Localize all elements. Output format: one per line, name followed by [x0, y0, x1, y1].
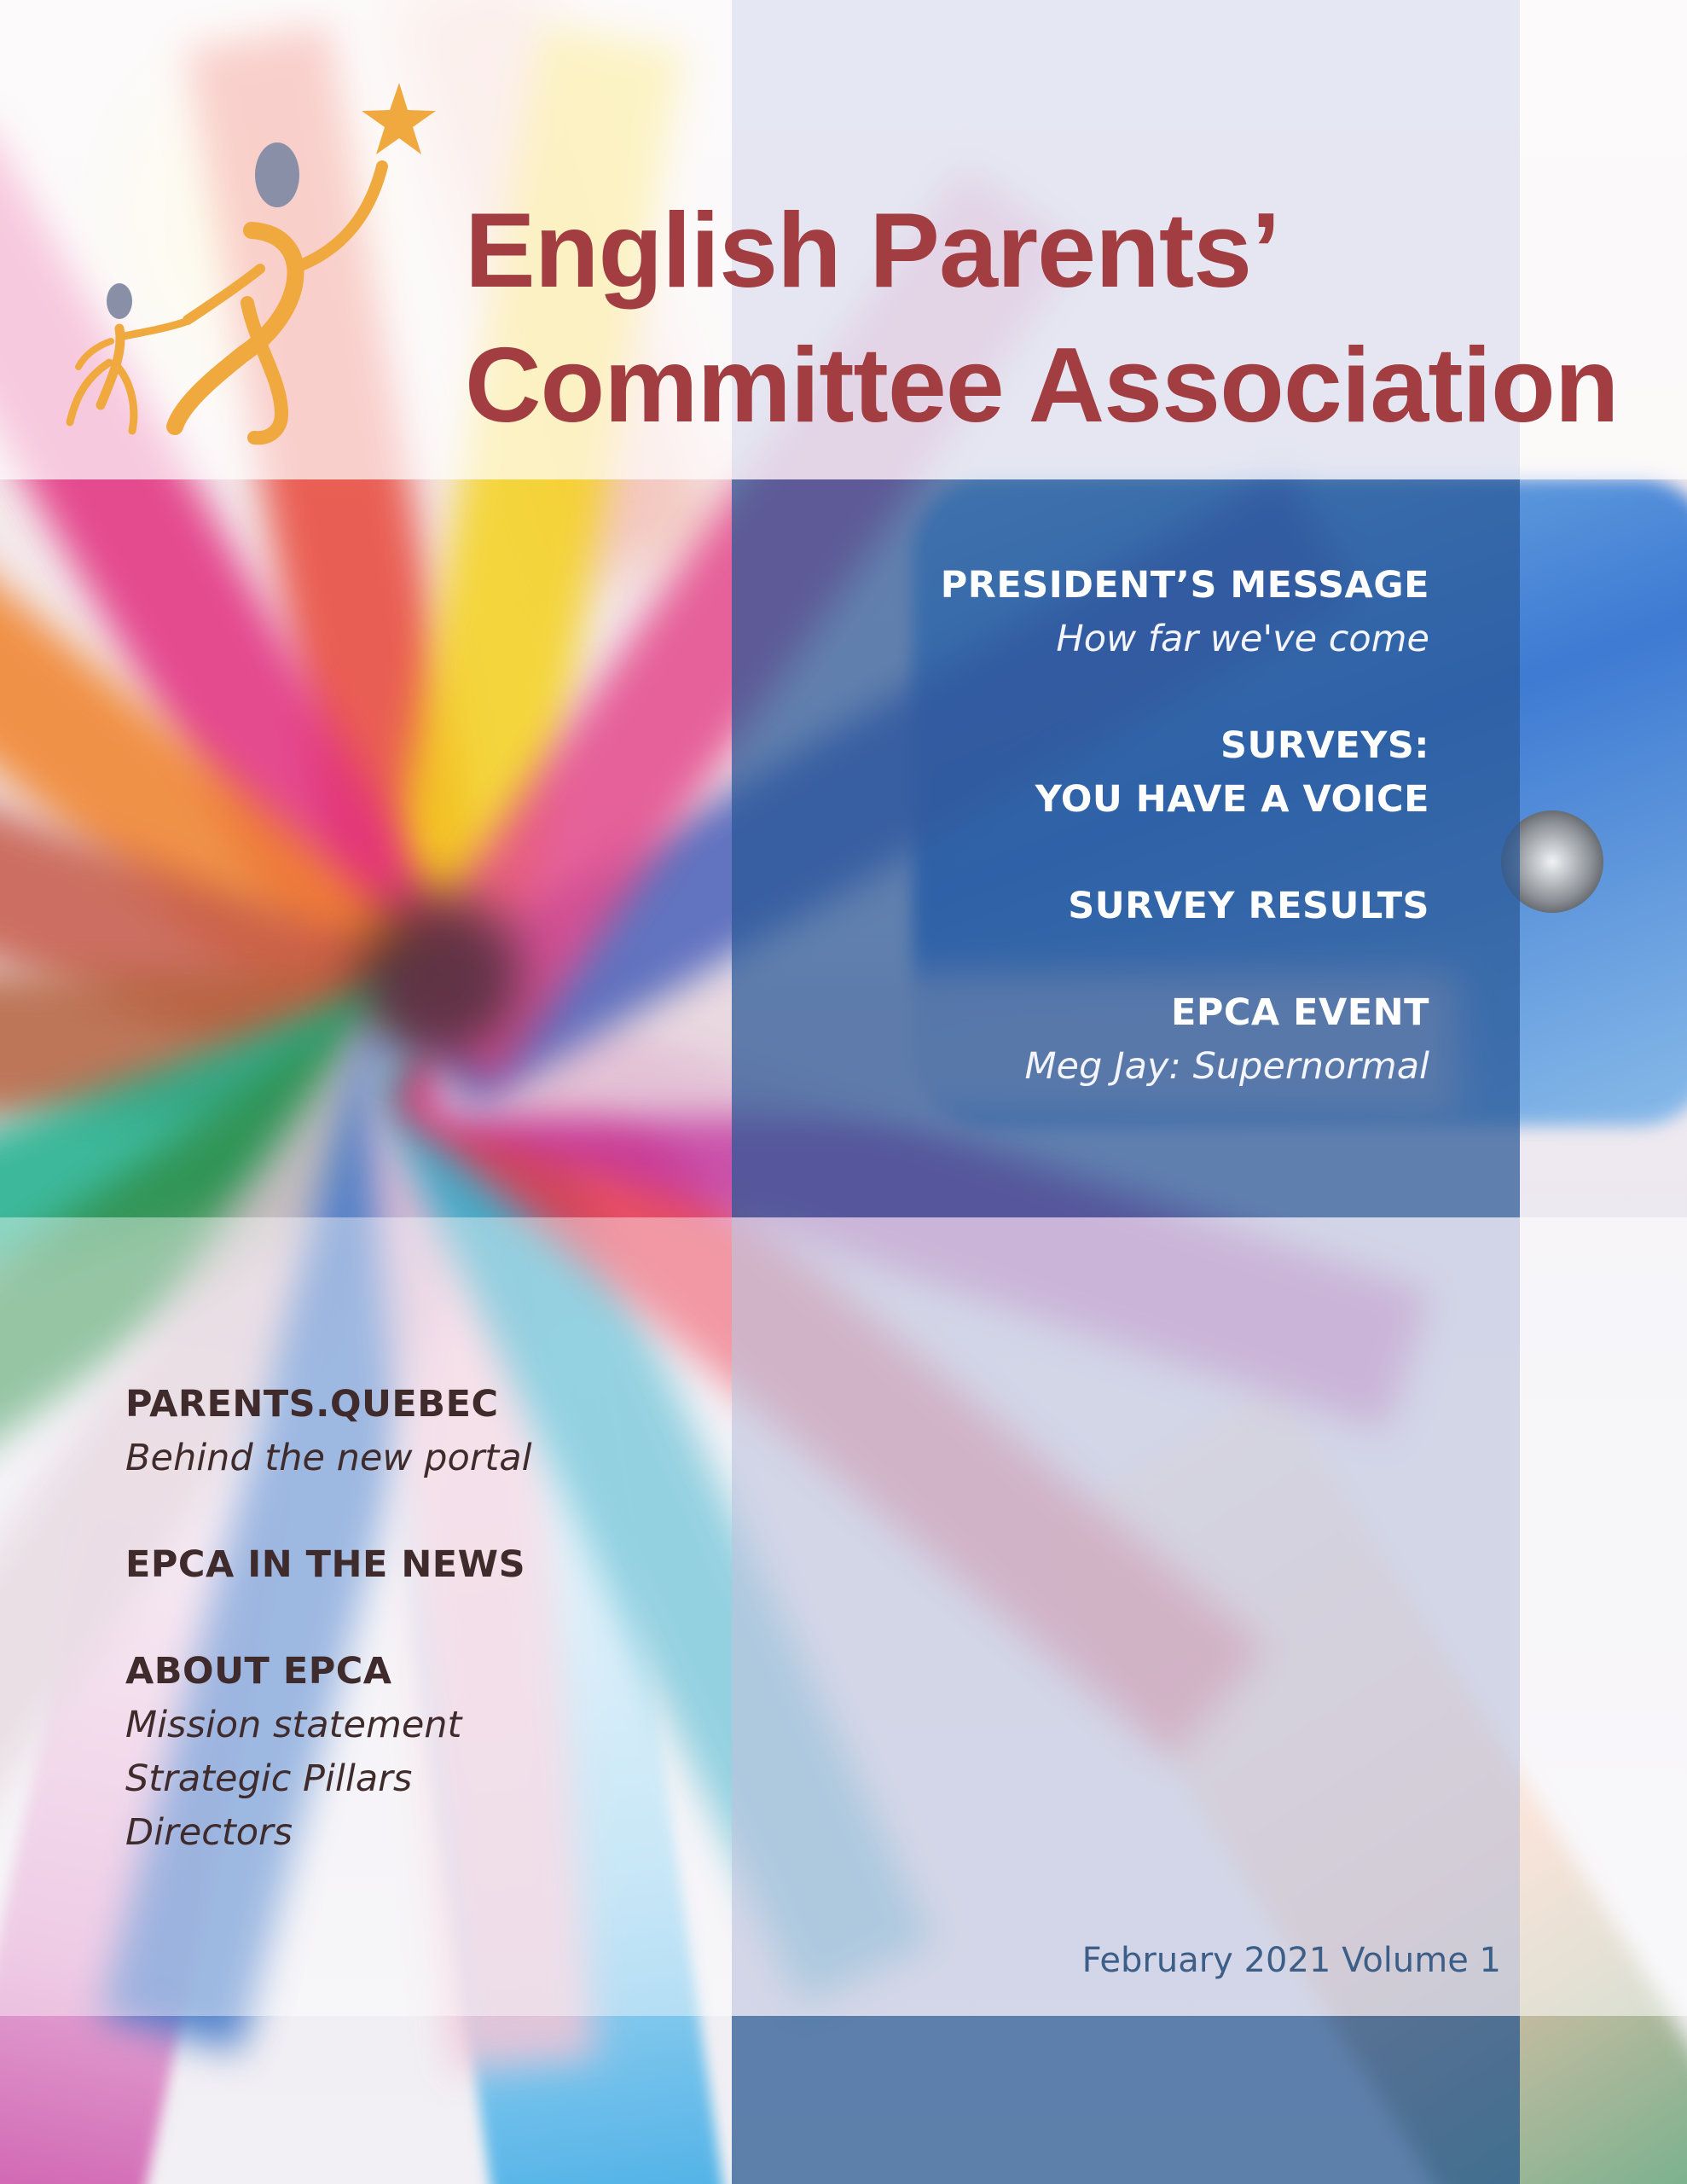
right-lower-overlay: [1520, 1217, 1687, 2016]
toc-subtitle: Behind the new portal: [125, 1437, 532, 1479]
page-title: [465, 183, 1618, 453]
toc-heading: SURVEY RESULTS: [1068, 885, 1429, 927]
toc-entry-epca-event[interactable]: [768, 986, 1429, 1094]
toc-subtitle: Strategic Pillars: [125, 1757, 413, 1800]
issue-date: February 2021 Volume 1: [1081, 1941, 1501, 1980]
title-line-2: Committee Association: [465, 327, 1619, 444]
title-line-1: English Parents’: [465, 192, 1280, 310]
toc-heading: PRESIDENT’S MESSAGE: [940, 564, 1429, 607]
column-overlay-lower: [732, 1217, 1520, 2016]
toc-heading: PARENTS.QUEBEC: [125, 1383, 499, 1426]
toc-subtitle: How far we've come: [1056, 618, 1429, 660]
toc-heading: SURVEYS:: [1220, 724, 1429, 767]
toc-subtitle: Meg Jay: Supernormal: [1024, 1045, 1429, 1088]
toc-entry-about-epca[interactable]: [125, 1645, 705, 1860]
toc-subtitle: Directors: [125, 1811, 293, 1854]
epca-logo-icon: [60, 73, 478, 448]
toc-entry-surveys[interactable]: [768, 719, 1429, 827]
toc-entry-parents-quebec[interactable]: [125, 1378, 705, 1485]
toc-heading: EPCA IN THE NEWS: [125, 1543, 526, 1586]
toc-heading: ABOUT EPCA: [125, 1650, 392, 1693]
toc-entry-in-the-news[interactable]: [125, 1538, 705, 1592]
toc-subtitle: Mission statement: [125, 1704, 462, 1746]
toc-right: [768, 559, 1429, 1147]
column-footer-panel: [732, 2016, 1520, 2184]
toc-entry-survey-results[interactable]: [768, 880, 1429, 933]
toc-entry-presidents-message[interactable]: [768, 559, 1429, 666]
toc-heading: YOU HAVE A VOICE: [1035, 778, 1429, 821]
toc-heading: EPCA EVENT: [1170, 991, 1429, 1034]
toc-left: [125, 1378, 705, 1913]
